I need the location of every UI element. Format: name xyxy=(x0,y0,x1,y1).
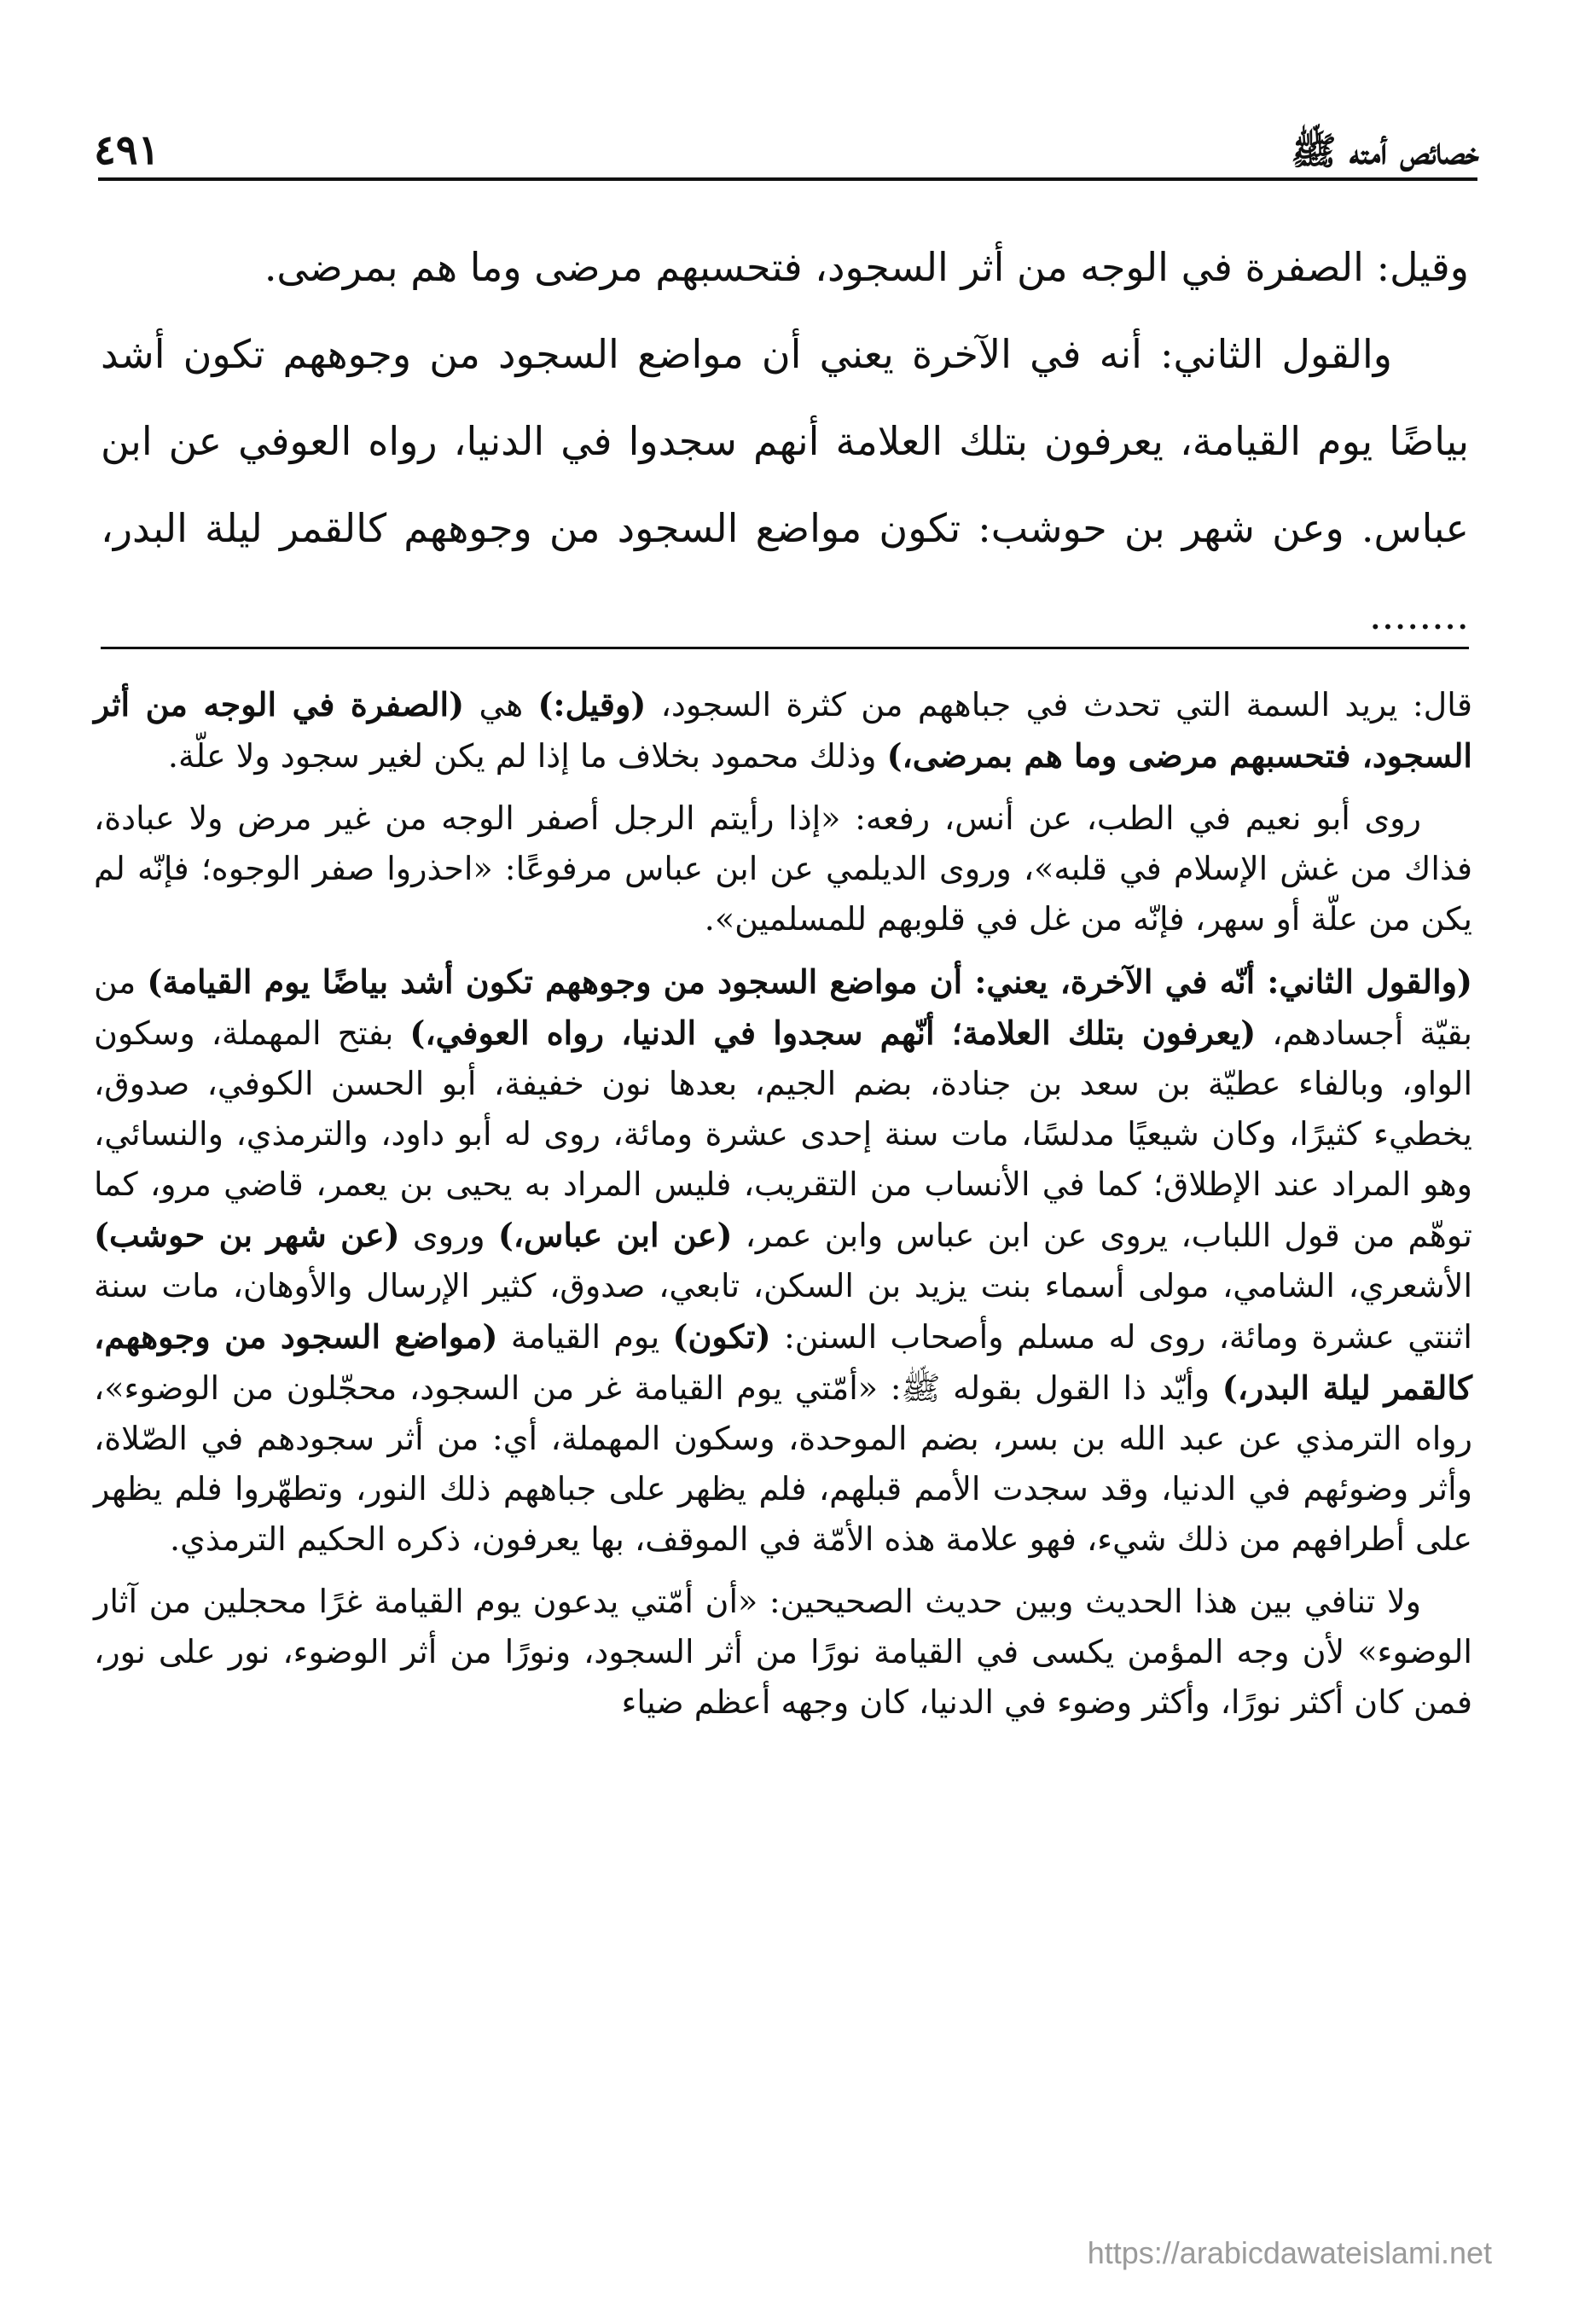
running-header xyxy=(94,94,1479,174)
quoted-text: (تكون) xyxy=(672,1317,771,1356)
main-paragraph: وقيل: الصفرة في الوجه من أثر السجود، فتحسبهم مرضى وما هم بمرضى. xyxy=(264,244,1469,290)
commentary-span: بفتح المهملة، وسكون الواو، وبالفاء عطيّة بن سعد بن جنادة، بضم الجيم، بعدها نون خفيفة، أبو الحسن الكوفي، صدوق، يخطيء كثيرًا، وكان شيعيًا مدلسًا، مات سنة إحدى عشرة ومائة، روى له أبو داود، والترمذي، والنسائي، وهو المراد عند الإطلاق؛ كما في الأنساب من التقريب، فليس المراد به يحيى بن يعمر، قاضي مرو، كما توهّم من قول اللباب، يروى عن ابن عباس وابن عمر، xyxy=(94,1014,1472,1254)
quoted-text: (وقيل:) xyxy=(537,685,647,723)
page-number: ٤٩١ xyxy=(94,126,160,174)
commentary-span: الأشعري، الشامي، مولى أسماء بنت يزيد بن السكن، تابعي، صدوق، كثير الإرسال والأوهان، مات سنة اثنتي عشرة ومائة، روى له مسلم وأصحاب السنن: xyxy=(94,1267,1472,1356)
chapter-title: خصائص أمته ﷺ xyxy=(1291,130,1479,173)
watermark-url: https://arabicdawateislami.net xyxy=(1087,2235,1492,2270)
quoted-text: (يعرفون بتلك العلامة؛ أنّهم سجدوا في الدنيا، رواه العوفي،) xyxy=(409,1014,1257,1052)
commentary-span: هي xyxy=(464,686,538,723)
quoted-text: (عن شهر بن حوشب) xyxy=(94,1216,400,1254)
commentary-span: وروى xyxy=(399,1217,498,1254)
commentary-paragraph xyxy=(94,679,1472,781)
quoted-text: (مواضع السجود من وجوههم، كالقمر ليلة البدر،) xyxy=(94,1317,1472,1407)
quoted-text: (عن ابن عباس،) xyxy=(497,1216,733,1254)
commentary-paragraph: ولا تنافي بين هذا الحديث وبين حديث الصحيحين: «أن أمّتي يدعون يوم القيامة غرًا محجلين من آثار الوضوء» لأن وجه المؤمن يكسى في القيامة نورًا من أثر السجود، ونورًا من أثر الوضوء، نور على نور، فمن كان أكثر نورًا، وأكثر وضوء في الدنيا، كان وجهه أعظم ضياء xyxy=(94,1583,1472,1721)
commentary-span: وأيّد ذا القول بقوله ﷺ: «أمّتي يوم القيامة غر من السجود، محجّلون من الوضوء»، رواه الترمذي عن عبد الله بن بسر، بضم الموحدة، وسكون المهملة، أي: من أثر سجودهم في الصّلاة، وأثر وضوئهم في الدنيا، وقد سجدت الأمم قبلهم، فلم يظهر على جباههم ذلك النور، وتطهّروا فلم يظهر على أطرافهم من ذلك شيء، فهو علامة هذه الأمّة في الموقف، بها يعرفون، ذكره الحكيم الترمذي. xyxy=(94,1369,1472,1558)
quoted-text: (الصفرة في الوجه من أثر السجود، فتحسبهم مرضى وما هم بمرضى،) xyxy=(94,685,1472,775)
commentary-paragraph xyxy=(94,956,1472,1565)
commentary-span: وذلك محمود بخلاف ما إذا لم يكن لغير سجود ولا علّة. xyxy=(167,737,887,775)
commentary-span: قال: يريد السمة التي تحدث في جباههم من كثرة السجود، xyxy=(646,686,1472,723)
header-divider xyxy=(98,177,1477,181)
main-paragraph: والقول الثاني: أنه في الآخرة يعني أن مواضع السجود من وجوههم تكون أشد بياضًا يوم القيامة، يعرفون بتلك العلامة أنهم سجدوا في الدنيا، رواه العوفي عن ابن عباس. وعن شهر بن حوشب: تكون مواضع السجود من وجوههم كالقمر ليلة البدر، ........ xyxy=(101,331,1470,638)
main-text xyxy=(101,224,1469,659)
commentary-text xyxy=(94,679,1472,1740)
commentary-paragraph: روى أبو نعيم في الطب، عن أنس، رفعه: «إذا رأيتم الرجل أصفر الوجه من غير مرض ولا عبادة، فذاك من غش الإسلام في قلبه»، وروى الديلمي عن ابن عباس مرفوعًا: «احذروا صفر الوجوه؛ فإنّه لم يكن من علّة أو سهر، فإنّه من غل في قلوبهم للمسلمين». xyxy=(94,799,1472,938)
commentary-span: يوم القيامة xyxy=(497,1318,673,1356)
section-divider xyxy=(101,647,1469,649)
commentary-span: من بقيّة أجسادهم، xyxy=(94,963,1472,1052)
quoted-text: (والقول الثاني: أنّه في الآخرة، يعني: أن مواضع السجود من وجوههم تكون أشد بياضًا يوم القيامة) xyxy=(147,962,1472,1001)
